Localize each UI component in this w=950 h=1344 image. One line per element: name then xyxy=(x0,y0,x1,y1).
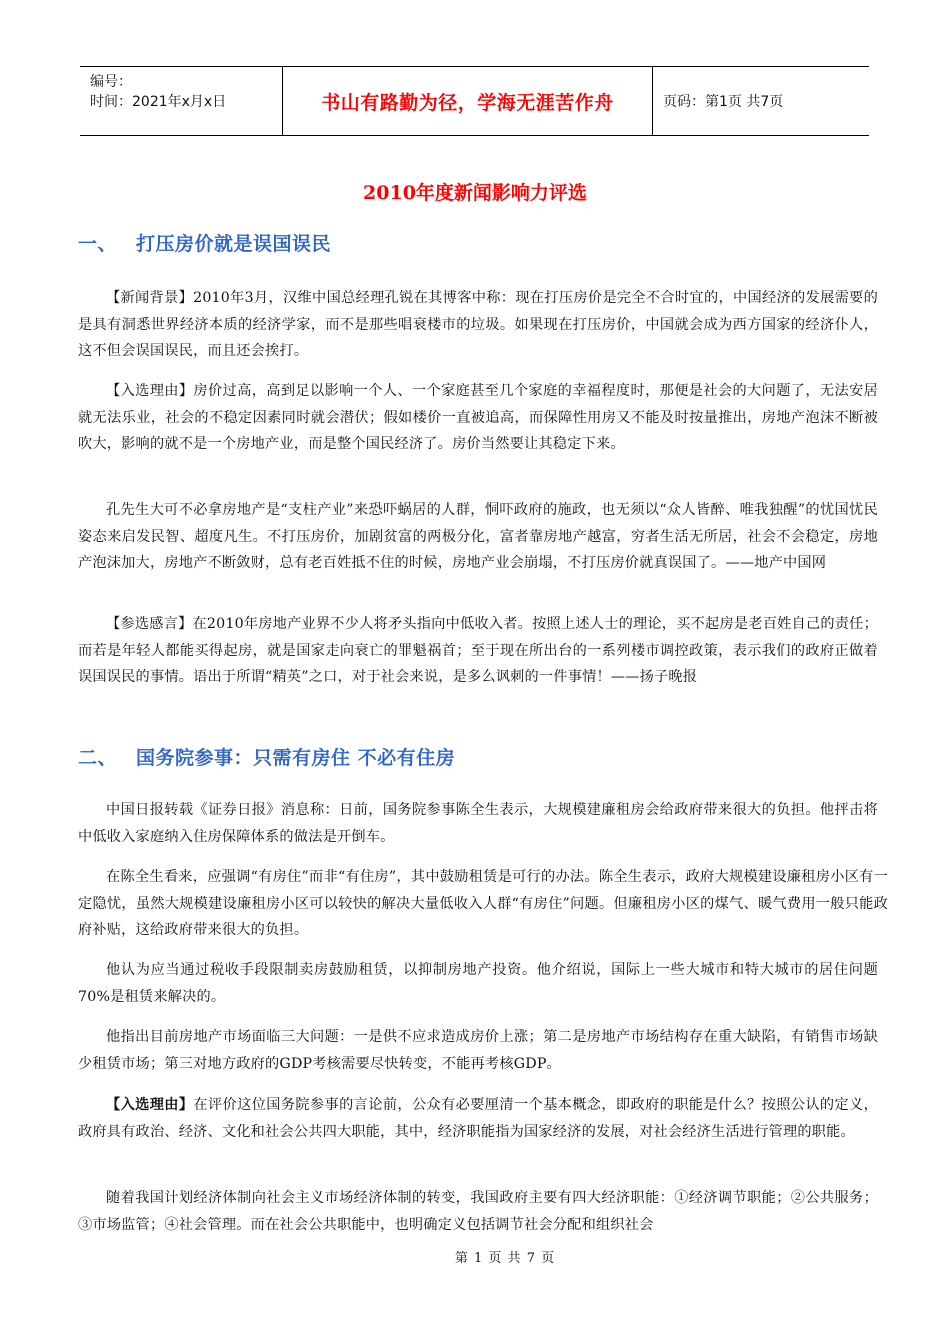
section-number: 一、 xyxy=(78,233,118,255)
paragraph: 【新闻背景】2010年3月，汉维中国总经理孔锐在其博客中称：现在打压房价是完全不合时宜的，中国经济的发展需要的是具有洞悉世界经济本质的经济学家，而不是那些唱衰楼市的垃圾。如果现在打压房价，中国就会成为西方国家的经济仆人，这不但会误国误民，而且还会挨打。 xyxy=(78,290,878,359)
paragraph: 在陈全生看来，应强调“有房住”而非“有住房”，其中鼓励租赁是可行的办法。陈全生表示，政府大规模建设廉租房小区有一定隐忧，虽然大规模建设廉租房小区可以较快的解决大量低收入人群“有房住”问题。但廉租房小区的煤气、暖气费用一般只能政府补贴，这给政府带来很大的负担。 xyxy=(78,869,888,938)
page-footer: 第 1 页 共 7 页 xyxy=(454,1251,556,1266)
header-table xyxy=(80,66,869,136)
motto-text: 书山有路勤为径，学海无涯苦作舟 xyxy=(321,91,614,114)
paragraph: 随着我国计划经济体制向社会主义市场经济体制的转变，我国政府主要有四大经济职能：①经济调节职能；②公共服务；③市场监管；④社会管理。而在社会公共职能中，也明确定义包括调节社会分配和组织社会 xyxy=(78,1190,878,1233)
section-heading-1 xyxy=(78,229,331,256)
section-title: 国务院参事：只需有房住 不必有住房 xyxy=(136,747,456,769)
paragraph: 他指出目前房地产市场面临三大问题：一是供不应求造成房价上涨；第二是房地产市场结构存在重大缺陷，有销售市场缺少租赁市场；第三对地方政府的GDP考核需要尽快转变，不能再考核GDP。 xyxy=(78,1029,878,1072)
page-info-text: 页码：第1页 共7页 xyxy=(663,94,784,110)
paragraph-body: 在评价这位国务院参事的言论前，公众有必要厘清一个基本概念，即政府的职能是什么？按照公认的定义，政府具有政治、经济、文化和社会公共四大职能，其中，经济职能指为国家经济的发展，对社会经济生活进行管理的职能。 xyxy=(78,1097,879,1140)
time-label: 时间：2021年x月x日 xyxy=(90,94,227,110)
header-meta xyxy=(80,67,283,135)
section-title: 打压房价就是误国误民 xyxy=(136,233,332,255)
section-heading-2 xyxy=(78,743,455,770)
paragraph: 【参选感言】在2010年房地产业界不少人将矛头指向中低收入者。按照上述人士的理论，买不起房是老百姓自己的责任；而若是年轻人都能买得起房，就是国家走向衰亡的罪魁祸首；至于现在所出台的一系列楼市调控政策，表示我们的政府正做着误国误民的事情。语出于所谓“精英”之口，对于社会来说，是多么讽刺的一件事情！——扬子晚报 xyxy=(78,616,878,685)
number-label: 编号： xyxy=(90,74,132,90)
document-title: 2010年度新闻影响力评选 xyxy=(363,182,587,204)
paragraph: 孔先生大可不必拿房地产是“支柱产业”来恐吓蜗居的人群，恫吓政府的施政，也无须以“众人皆醉、唯我独醒”的忧国忧民姿态来启发民智、超度凡生。不打压房价，加剧贫富的两极分化，富者靠房地产越富，穷者生活无所居，社会不会稳定，房地产泡沫加大，房地产不断敛财，总有老百姓抵不住的时候，房地产业会崩塌，不打压房价就真误国了。——地产中国网 xyxy=(78,502,878,571)
header-motto xyxy=(283,67,653,135)
paragraph: 中国日报转载《证券日报》消息称：日前，国务院参事陈全生表示，大规模建廉租房会给政府带来很大的负担。他抨击将中低收入家庭纳入住房保障体系的做法是开倒车。 xyxy=(78,802,878,845)
paragraph xyxy=(78,1092,878,1145)
bold-lead: 【入选理由】 xyxy=(106,1097,194,1113)
section-number: 二、 xyxy=(78,747,118,769)
paragraph: 他认为应当通过税收手段限制卖房鼓励租赁，以抑制房地产投资。他介绍说，国际上一些大城市和特大城市的居住问题70%是租赁来解决的。 xyxy=(78,962,878,1005)
header-page-info xyxy=(653,67,869,135)
paragraph: 【入选理由】房价过高，高到足以影响一个人、一个家庭甚至几个家庭的幸福程度时，那便是社会的大问题了，无法安居就无法乐业，社会的不稳定因素同时就会潜伏；假如楼价一直被追高，而保障性用房又不能及时按量推出，房地产泡沫不断被吹大，影响的就不是一个房地产业，而是整个国民经济了。房价当然要让其稳定下来。 xyxy=(78,383,878,452)
